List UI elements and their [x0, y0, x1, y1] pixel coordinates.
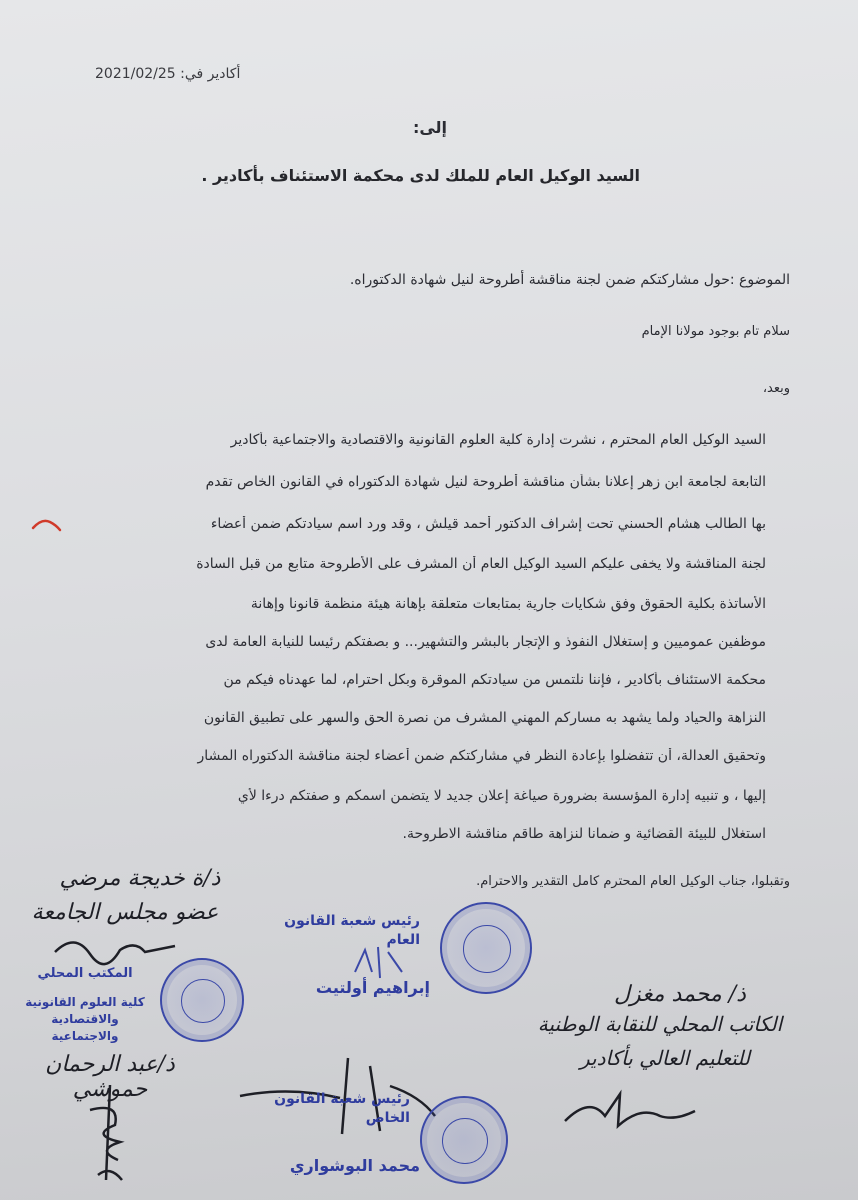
signatory-moghzal-name: ذ/ محمد مغزل [614, 982, 746, 1007]
to-label: إلى: [412, 118, 448, 137]
body-line: الأساتذة بكلية الحقوق وفق شكايات جارية بمتابعات متعلقة بإهانة هيئة منظمة قانونا وإهانة [250, 596, 766, 612]
body-line: النزاهة والحياد ولما يشهد به مساركم المهني المشرف من نصرة الحق والسهر على تطبيق القانون [203, 710, 766, 726]
moghzal-signature [560, 1086, 700, 1136]
body-line: وتحقيق العدالة، أن تتفضلوا بإعادة النظر في مشاركتكم ضمن أعضاء لجنة مناقشة الدكتوراه المشار [197, 748, 766, 764]
body-line: محكمة الاستئناف بأكادير ، فإننا نلتمس من سيادتكم الموقرة وبكل احترام، لما عهدناه فيكم من [223, 672, 766, 688]
greeting: سلام تام بوجود مولانا الإمام [641, 324, 790, 339]
private-law-round-stamp [420, 1096, 508, 1184]
signatory-khadija-role: عضو مجلس الجامعة [31, 900, 219, 925]
private-law-head-title: رئيس شعبة القانون الخاص [274, 1091, 410, 1126]
red-check-mark [30, 514, 64, 538]
abderrahmane-signature [70, 1080, 150, 1190]
signatory-khadija-name: ذ/ة خديجة مرضي [59, 866, 221, 891]
body-line: التابعة لجامعة ابن زهر إعلانا بشأن مناقشة أطروحة لنيل شهادة الدكتوراه في القانون الخاص تقدم [205, 474, 766, 490]
closing-line: وتقبلوا، جناب الوكيل العام المحترم كامل التقدير والاحترام. [476, 874, 790, 889]
local-office-stamp-title: المكتب المحلي [37, 966, 133, 981]
body-line: بها الطالب هشام الحسني تحت إشراف الدكتور أحمد قيلش ، وقد ورد اسم سيادتكم ضمن أعضاء [210, 516, 766, 532]
public-law-round-stamp [440, 902, 532, 994]
body-line: لجنة المناقشة ولا يخفى عليكم السيد الوكيل العام أن المشرف على الأطروحة متابع من قبل السادة [196, 556, 766, 572]
date-line: أكادير في: 2021/02/25 [95, 66, 241, 82]
body-line: السيد الوكيل العام المحترم ، نشرت إدارة كلية العلوم القانونية والاقتصادية والاجتماعية بأكادير [230, 432, 766, 448]
public-law-head-title: رئيس شعبة القانون العام [284, 913, 420, 948]
body-line: إليها ، و تنبيه إدارة المؤسسة بضرورة صياغة إعلان جديد لا يتضمن اسمكم و صفتكم درءا لأي [237, 788, 766, 804]
subject-line: الموضوع :حول مشاركتكم ضمن لجنة مناقشة أطروحة لنيل شهادة الدكتوراه. [349, 272, 790, 288]
public-law-head-signature [350, 942, 410, 982]
body-line: موظفين عموميين و إستغلال النفوذ و الإتجار بالبشر والتشهير... و بصفتكم رئيسا للنيابة العامة لدى [205, 634, 766, 650]
signatory-abderrahmane-name: ذ/عبد الرحمان حموشي [45, 1052, 175, 1102]
public-law-head-name: إبراهيم أولتيت [315, 978, 430, 997]
body-line: استغلال للبيئة القضائية و ضمانا لنزاهة طاقم مناقشة الاطروحة. [402, 826, 766, 842]
local-office-stamp-body: كلية العلوم القانونية والاقتصادية والاجتماعية [25, 995, 145, 1043]
signatory-moghzal-role-2: للتعليم العالي بأكادير [579, 1046, 751, 1070]
signatory-moghzal-role-1: الكاتب المحلي للنقابة الوطنية [537, 1012, 783, 1036]
recipient: السيد الوكيل العام للملك لدى محكمة الاستئناف بأكادير . [201, 166, 640, 185]
private-law-head-name: محمد البوشواري [289, 1156, 420, 1175]
khadija-signature [50, 922, 180, 972]
after-greeting: وبعد، [762, 381, 790, 396]
local-office-round-stamp [160, 958, 244, 1042]
